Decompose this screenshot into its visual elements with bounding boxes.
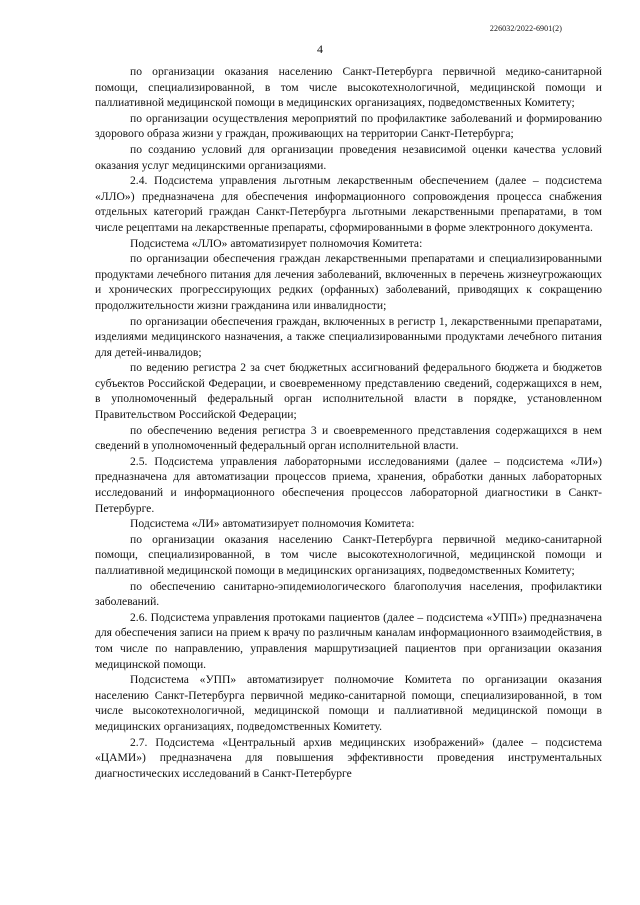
paragraph-section-2-5: 2.5. Подсистема управления лабораторными исследованиями (далее – подсистема «ЛИ») предназначена для автоматизации процессов приема, хранения, обработки данных лабораторных исследований и информационного обеспечения процессов лабораторной диагностики в Санкт-Петербурге. bbox=[95, 454, 602, 515]
paragraph-li-powers-intro: Подсистема «ЛИ» автоматизирует полномочия Комитета: bbox=[130, 517, 415, 531]
paragraph-li-medical-care-organization: по организации оказания населению Санкт-Петербурга первичной медико-санитарной помощи, специализированной, в том числе высокотехнологичной, медицинской помощи и паллиативной медицинской помощи в медицинских организациях, подведомственных Комитету; bbox=[95, 532, 602, 577]
paragraph-upp-powers: Подсистема «УПП» автоматизирует полномочие Комитета по организации оказания населению Санкт-Петербурга первичной медико-санитарной помощи, специализированной, в том числе высокотехнологичной, медицинской помощи и паллиативной медицинской помощи в медицинских организациях, подведомственных Комитету. bbox=[95, 673, 602, 733]
paragraph-register-3: по обеспечению ведения регистра 3 и своевременного представления содержащихся в нем сведений в уполномоченный федеральный орган исполнительной власти. bbox=[95, 423, 602, 453]
paragraph-section-2-7: 2.7. Подсистема «Центральный архив медицинских изображений» (далее – подсистема «ЦАМИ») предназначена для повышения эффективности проведения инструментальных диагностических исследований в Санкт-Петербурге bbox=[95, 735, 602, 780]
document-body bbox=[95, 64, 602, 781]
paragraph-register-1: по организации обеспечения граждан, включенных в регистр 1, лекарственными препаратами, изделиями медицинского назначения, а также специализированными продуктами лечебного питания для детей-инвалидов; bbox=[95, 314, 602, 359]
page-number: 4 bbox=[317, 42, 323, 56]
paragraph-section-2-6: 2.6. Подсистема управления протоками пациентов (далее – подсистема «УПП») предназначена для обеспечения записи на прием к врачу по различным каналам информационного взаимодействия, в том числе по направлению, управления маршрутизацией пациентов при организации оказания медицинской помощи. bbox=[95, 610, 602, 671]
paragraph-llo-medical-care-organization: по организации оказания населению Санкт-Петербурга первичной медико-санитарной помощи, специализированной, в том числе высокотехнологичной, медицинской помощи и паллиативной медицинской помощи в медицинских организациях, подведомственных Комитету; bbox=[95, 65, 602, 110]
paragraph-orphan-diseases: по организации обеспечения граждан лекарственными препаратами и специализированными продуктами лечебного питания для лечения заболеваний, включенных в перечень жизнеугрожающих и хронических прогрессирующих редких (орфанных) заболеваний, приводящих к сокращению продолжительности жизни гражданина или инвалидности; bbox=[95, 252, 602, 312]
paragraph-sanitary-welfare: по обеспечению санитарно-эпидемиологического благополучия населения, профилактики заболеваний. bbox=[95, 579, 602, 609]
paragraph-disease-prevention: по организации осуществления мероприятий по профилактике заболеваний и формированию здорового образа жизни у граждан, проживающих на территории Санкт-Петербурга; bbox=[95, 111, 602, 141]
paragraph-section-2-4: 2.4. Подсистема управления льготным лекарственным обеспечением (далее – подсистема «ЛЛО») предназначена для обеспечения информационного сопровождения процесса снабжения отдельных категорий граждан Санкт-Петербурга льготными лекарственными препаратами, в том числе рецептами на лекарственные препараты, сформированными в форме электронного документа. bbox=[95, 174, 602, 234]
document-registration-number: 226032/2022-6901(2) bbox=[489, 24, 562, 33]
paragraph-llo-powers-intro: Подсистема «ЛЛО» автоматизирует полномочия Комитета: bbox=[130, 236, 423, 250]
paragraph-quality-assessment: по созданию условий для организации проведения независимой оценки качества условий оказания услуг медицинскими организациями. bbox=[95, 142, 602, 172]
paragraph-register-2: по ведению регистра 2 за счет бюджетных ассигнований федерального бюджета и бюджетов субъектов Российской Федерации, и своевременному представлению сведений, содержащихся в нем, в уполномоченный федеральный орган исполнительной власти в порядке, установленном Правительством Российской Федерации; bbox=[95, 361, 602, 422]
